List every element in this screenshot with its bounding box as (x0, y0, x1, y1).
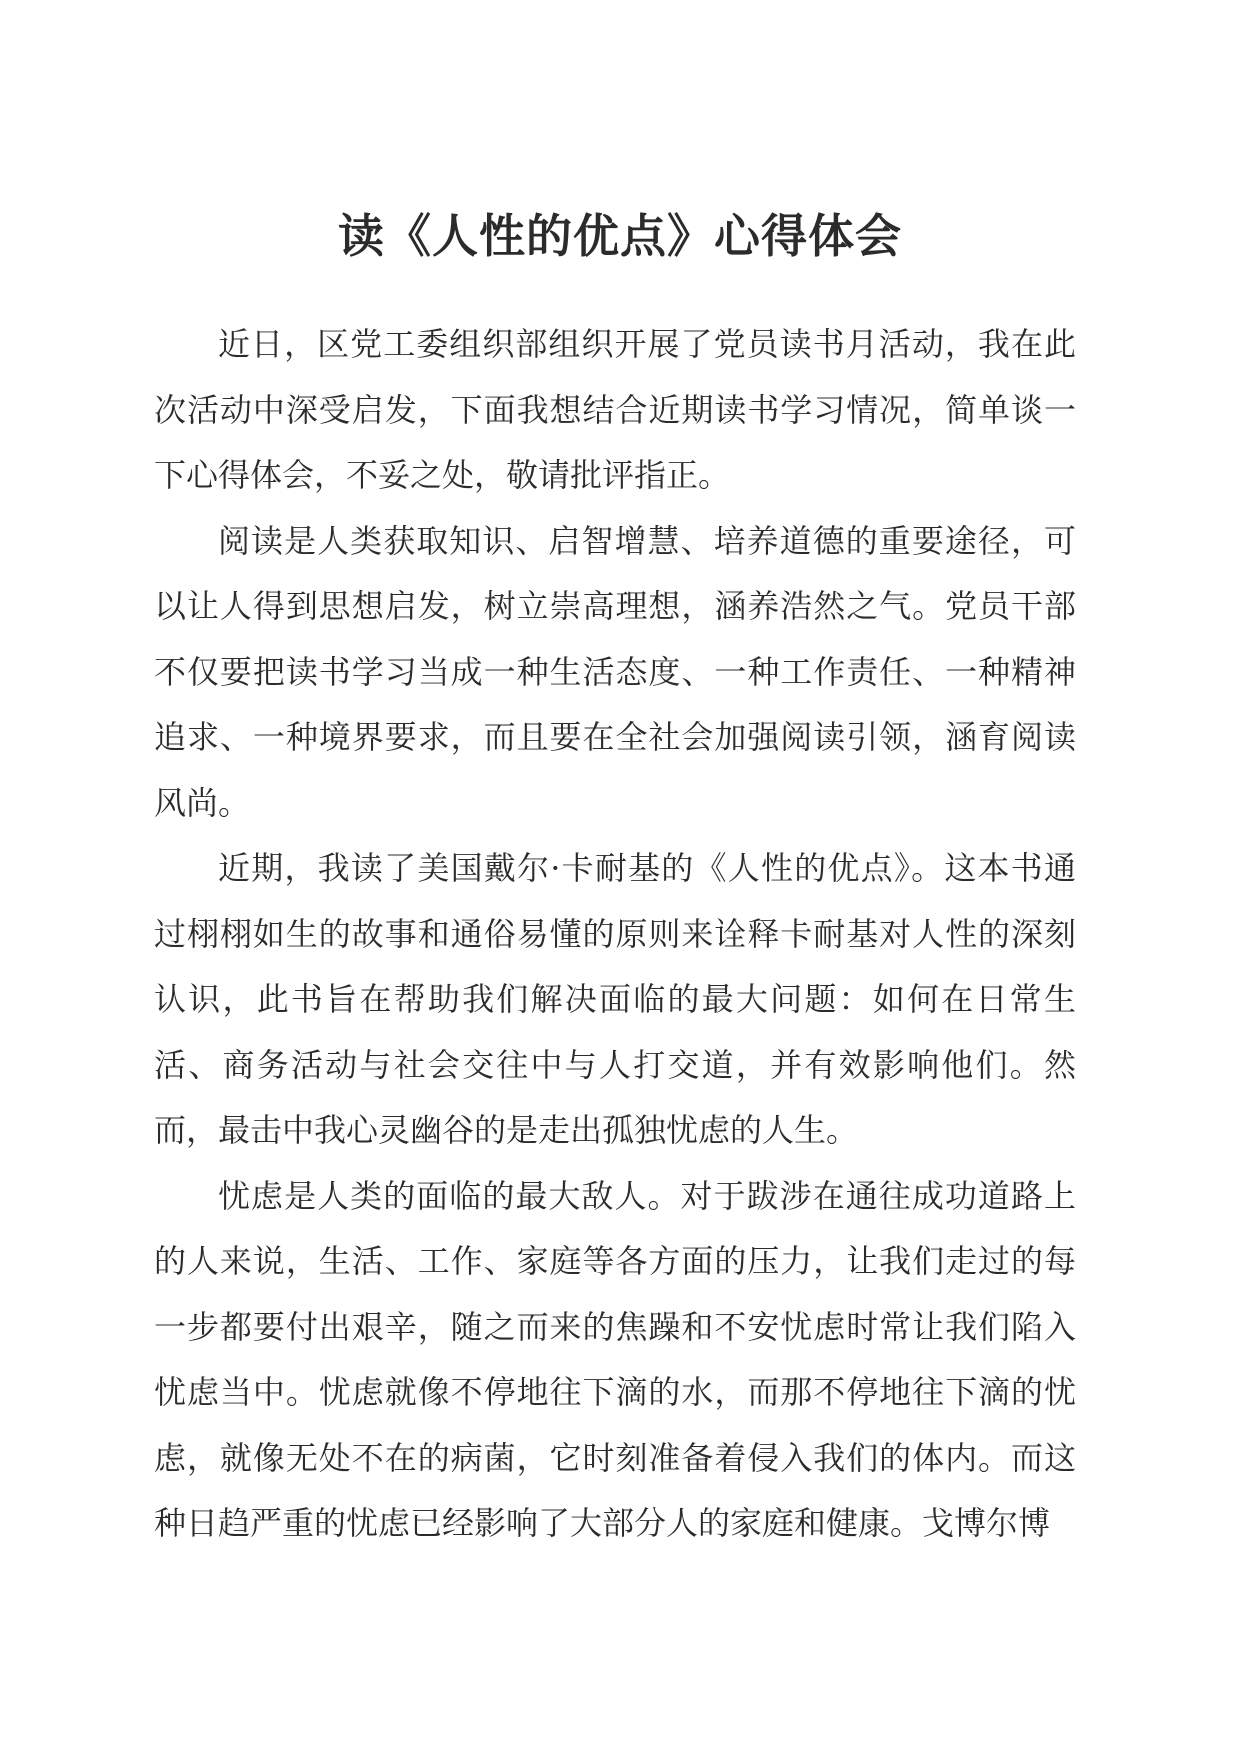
document-title: 读《人性的优点》心得体会 (338, 209, 902, 263)
paragraph-4: 忧虑是人类的面临的最大敌人。对于跋涉在通往成功道路上的人来说，生活、工作、家庭等各方面的压力，让我们走过的每一步都要付出艰辛，随之而来的焦躁和不安忧虑时常让我们陷入忧虑当中。忧虑就像不停地往下滴的水，而那不停地往下滴的忧虑，就像无处不在的病菌，它时刻准备着侵入我们的体内。而这种日趋严重的忧虑已经影响了大部分人的家庭和健康。戈博尔博 (154, 1176, 1076, 1542)
paragraph-2: 阅读是人类获取知识、启智增慧、培养道德的重要途径，可以让人得到思想启发，树立崇高理想，涵养浩然之气。党员干部不仅要把读书学习当成一种生活态度、一种工作责任、一种精神追求、一种境界要求，而且要在全社会加强阅读引领，涵育阅读风尚。 (154, 521, 1076, 822)
paragraph-1: 近日，区党工委组织部组织开展了党员读书月活动，我在此次活动中深受启发，下面我想结合近期读书学习情况，简单谈一下心得体会，不妥之处，敬请批评指正。 (154, 325, 1076, 494)
document-body (154, 312, 1076, 1557)
paragraph-3: 近期，我读了美国戴尔·卡耐基的《人性的优点》。这本书通过栩栩如生的故事和通俗易懂的原则来诠释卡耐基对人性的深刻认识，此书旨在帮助我们解决面临的最大问题：如何在日常生活、商务活动与社会交往中与人打交道，并有效影响他们。然而，最击中我心灵幽谷的是走出孤独忧虑的人生。 (154, 849, 1076, 1149)
